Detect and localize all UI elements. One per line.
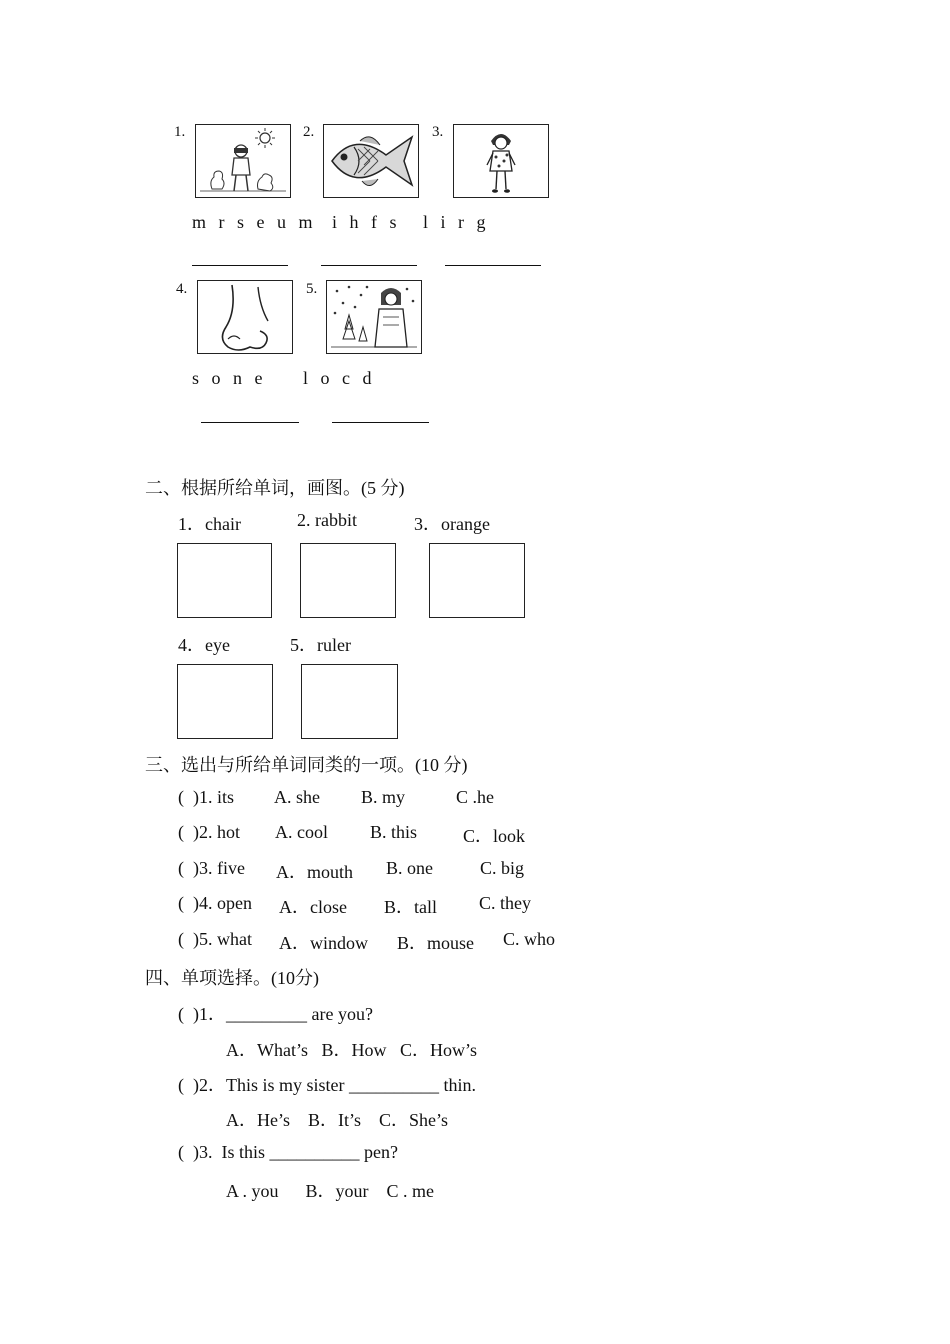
- answer-blank[interactable]: [201, 422, 299, 423]
- question-stem: ( )1. its: [178, 787, 234, 807]
- fish-picture: [323, 124, 419, 198]
- question-stem: ( )3. Is this __________ pen?: [178, 1142, 398, 1162]
- drawing-box-orange[interactable]: [429, 543, 525, 618]
- option-b[interactable]: B. this: [370, 822, 418, 842]
- answer-blank[interactable]: [332, 422, 429, 423]
- boy-with-binoculars-picture: [195, 124, 291, 198]
- option-c[interactable]: C．look: [463, 826, 526, 846]
- drawing-box-chair[interactable]: [177, 543, 272, 618]
- drawing-box-rabbit[interactable]: [300, 543, 396, 618]
- word-label: 1．chair: [178, 514, 241, 534]
- question-stem: ( )4. open: [178, 893, 252, 913]
- drawing-box-eye[interactable]: [177, 664, 273, 739]
- answer-blank[interactable]: [321, 265, 417, 266]
- question-stem: ( )1．_________ are you?: [178, 1004, 373, 1024]
- answer-blank[interactable]: [445, 265, 541, 266]
- question-stem: ( )3. five: [178, 858, 245, 878]
- answer-options[interactable]: A . you B．your C . me: [226, 1181, 435, 1201]
- option-b[interactable]: B. my: [361, 787, 406, 807]
- option-b[interactable]: B．mouse: [397, 933, 475, 953]
- option-a[interactable]: A. she: [274, 787, 320, 807]
- section-title: 四、单项选择。(10分): [145, 968, 319, 988]
- word-label: 4．eye: [178, 635, 230, 655]
- scrambled-letters: l i r g: [423, 212, 490, 232]
- word-label: 5．ruler: [290, 635, 351, 655]
- option-c[interactable]: C. big: [480, 858, 525, 878]
- item-number: 1.: [174, 124, 186, 140]
- girl-in-snow-picture: [326, 280, 422, 354]
- drawing-box-ruler[interactable]: [301, 664, 398, 739]
- item-number: 4.: [176, 281, 188, 297]
- item-number: 5.: [306, 281, 318, 297]
- option-c[interactable]: C. they: [479, 893, 531, 913]
- option-a[interactable]: A．close: [279, 897, 347, 917]
- word-label: 2. rabbit: [297, 510, 357, 530]
- section-title: 三、选出与所给单词同类的一项。(10 分): [145, 755, 468, 775]
- item-number: 2.: [303, 124, 315, 140]
- question-stem: ( )2．This is my sister __________ thin.: [178, 1075, 476, 1095]
- option-c[interactable]: C. who: [503, 929, 556, 949]
- scrambled-letters: s o n e: [192, 368, 267, 388]
- option-b[interactable]: B. one: [386, 858, 433, 878]
- option-a[interactable]: A．window: [279, 933, 368, 953]
- scrambled-letters: i h f s: [332, 212, 401, 232]
- answer-options[interactable]: A．He’s B．It’s C．She’s: [226, 1110, 449, 1130]
- item-number: 3.: [432, 124, 444, 140]
- option-a[interactable]: A．mouth: [276, 862, 354, 882]
- option-b[interactable]: B．tall: [384, 897, 437, 917]
- scrambled-letters: m r s e u m: [192, 212, 317, 232]
- nose-picture: [197, 280, 293, 354]
- question-stem: ( )2. hot: [178, 822, 240, 842]
- word-label: 3．orange: [414, 514, 490, 534]
- answer-options[interactable]: A．What’s B．How C．How’s: [226, 1040, 477, 1060]
- option-c[interactable]: C .he: [456, 787, 494, 807]
- girl-picture: [453, 124, 549, 198]
- answer-blank[interactable]: [192, 265, 288, 266]
- option-a[interactable]: A. cool: [275, 822, 328, 842]
- question-stem: ( )5. what: [178, 929, 252, 949]
- section-title: 二、根据所给单词，画图。(5 分): [145, 478, 405, 498]
- scrambled-letters: l o c d: [303, 368, 376, 388]
